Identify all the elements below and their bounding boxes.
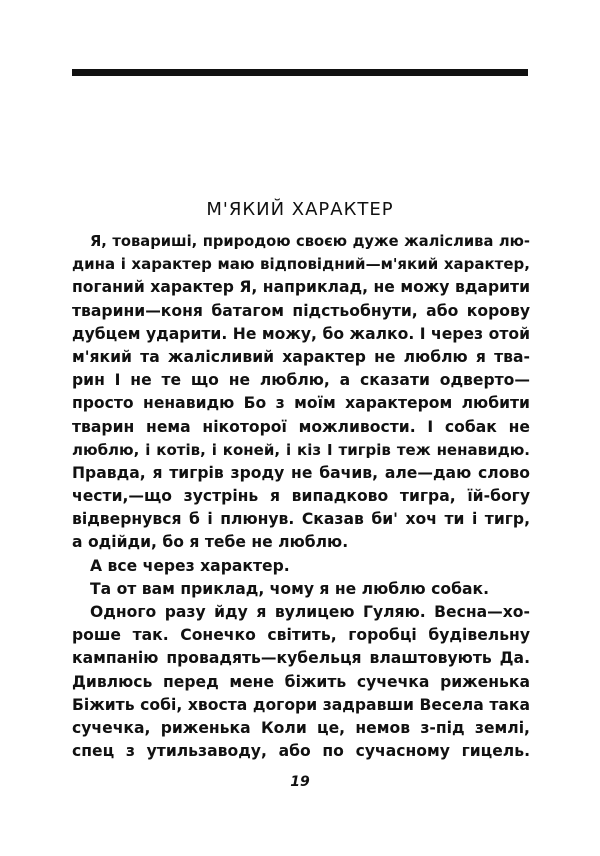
text-line: просто ненавидю Бо з моїм характером любити <box>72 394 530 413</box>
page-number: 19 <box>290 774 310 790</box>
text-line: відвернувся б і плюнув. Сказав би' хоч ти і тигр, <box>72 510 530 529</box>
text-line: Та от вам приклад, чому я не люблю собак. <box>90 579 490 598</box>
body-text <box>72 230 530 763</box>
header-rule <box>72 69 528 76</box>
text-line: тварини—коня батагом підстьобнути, або корову <box>72 301 530 320</box>
text-line: чести,—що зустрінь я випадково тигра, їй-богу <box>72 487 530 506</box>
text-line: Правда, я тигрів зроду не бачив, але—даю слово <box>72 463 530 482</box>
text-line: Я, товариші, природою своєю дуже жаліслива лю- <box>90 233 530 250</box>
text-line: рин І не те що не люблю, а сказати одверто— <box>72 371 530 390</box>
text-line: Одного разу йду я вулицею Гуляю. Весна—хо- <box>90 603 530 621</box>
text-line: а одійди, бо я тебе не люблю. <box>72 533 349 552</box>
text-line: Дивлюсь перед мене біжить сучечка риженька <box>72 672 530 691</box>
text-line: дина і характер маю відповідний—м'який характер, <box>72 255 530 274</box>
text-line: поганий характер Я, наприклад, не можу вдарити <box>72 278 530 297</box>
text-line: спец з утильзаводу, або по сучасному гицель. <box>72 742 530 761</box>
text-line: сучечка, риженька Коли це, немов з-під землі, <box>72 718 530 737</box>
text-line: тварин нема нікоторої можливости. І собак не <box>72 417 530 436</box>
text-line: дубцем ударити. Не можу, бо жалко. І через отой <box>72 324 530 343</box>
text-line: Біжить собі, хвоста догори задравши Весела така <box>72 695 530 714</box>
text-line: А все через характер. <box>90 556 290 575</box>
text-line: люблю, і котів, і коней, і кіз І тигрів теж ненавидю. <box>72 440 530 459</box>
text-line: кампанію провадять—кубельця влаштовують Да. <box>72 649 530 668</box>
chapter-title: М'ЯКИЙ ХАРАКТЕР <box>206 199 394 221</box>
text-line: роше так. Сонечко світить, горобці будівельну <box>72 626 530 645</box>
text-line: м'який та жалісливий характер не люблю я тва- <box>72 347 530 366</box>
